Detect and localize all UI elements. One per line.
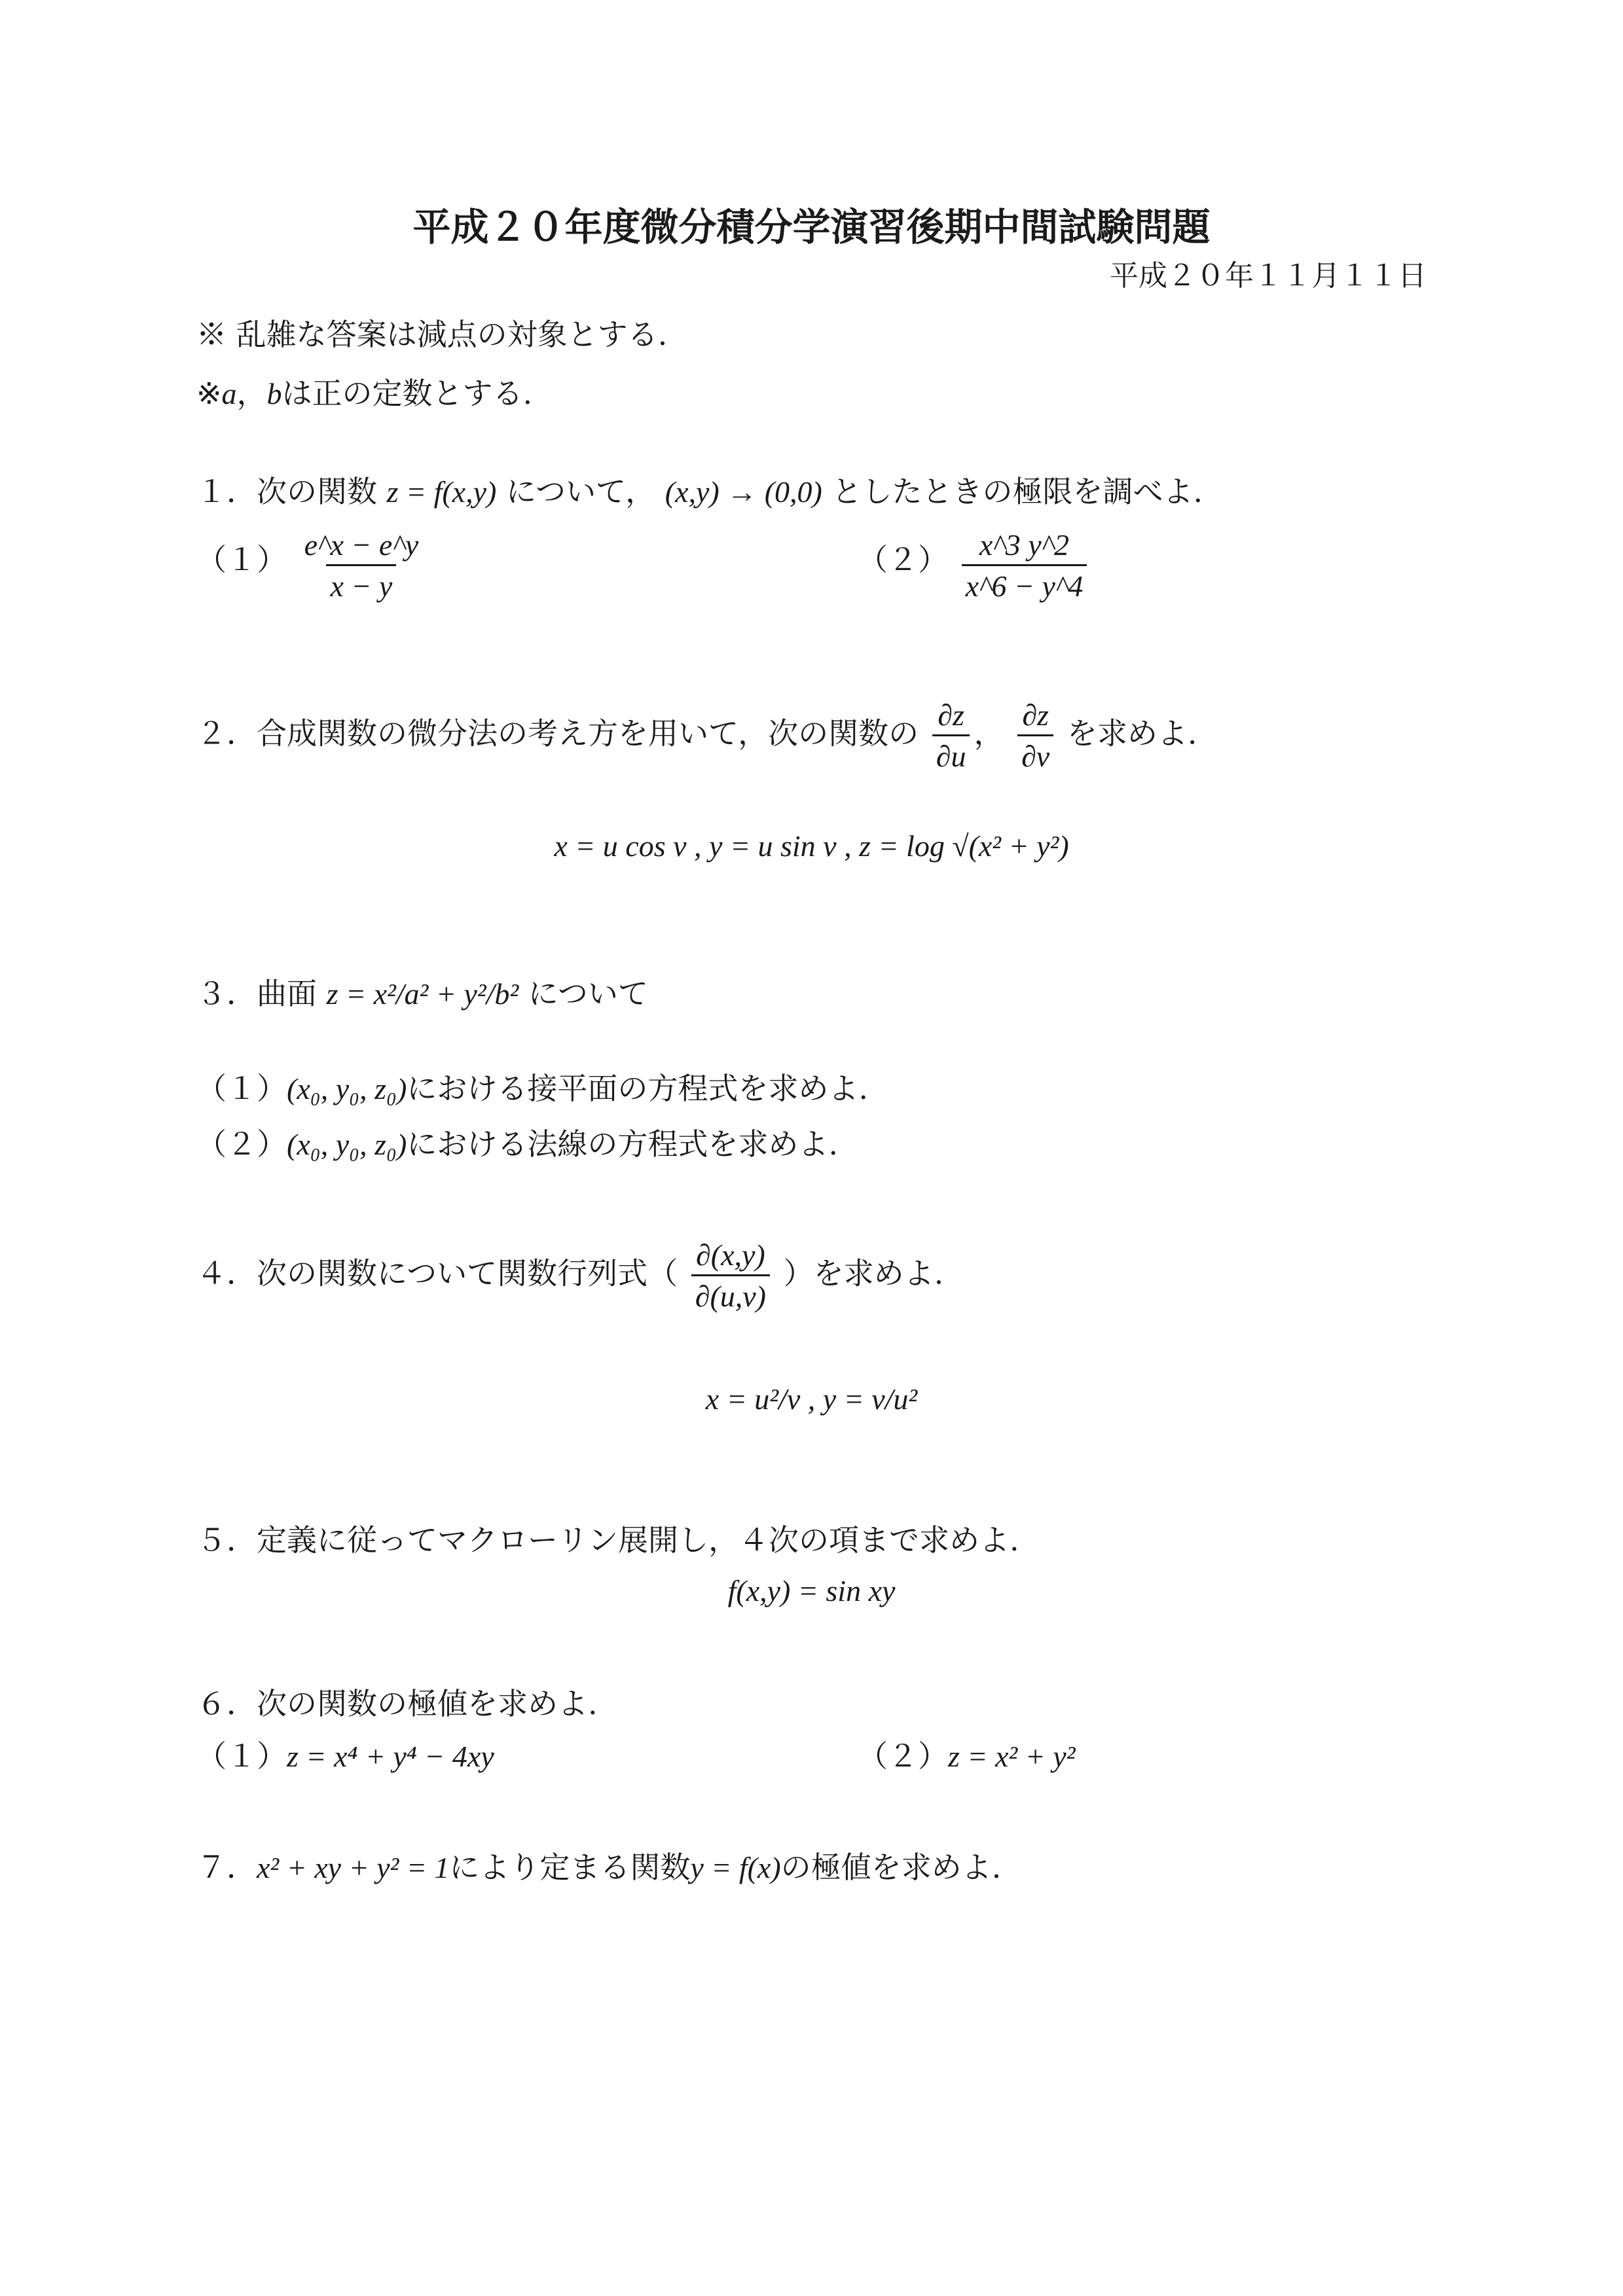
q1-limit: (x,y) → (0,0) bbox=[665, 475, 822, 509]
q5-equation: f(x,y) = sin xy bbox=[727, 1574, 896, 1607]
q1-part-2: （２） $\frac{x\^{}3 y\^{}2}{x\^{}6 - y\^{}4}$ bbox=[858, 530, 1091, 601]
q1-part-1: （１） $\frac{e\^{}x - e\^{}y}{x - y}$ bbox=[196, 528, 419, 603]
q3-surface: z = x²/a² + y²/b² bbox=[326, 977, 519, 1011]
q4-equations: x = u²/v , y = v/u² bbox=[705, 1382, 918, 1416]
q1-function: z = f(x,y) bbox=[386, 475, 497, 509]
question-2: ２．合成関数の微分法の考え方を用いて，次の関数の $\frac{\partial z}{\partial u}$ ， $\frac{\partial z}{\partial v}$ を求めよ. bbox=[196, 698, 1197, 773]
question-6: ６．次の関数の極値を求めよ. bbox=[196, 1686, 598, 1721]
q3-part-1: （１）(x₀, y₀, z₀)における接平面の方程式を求めよ. bbox=[196, 1071, 868, 1106]
question-7: ７．x² + xy + y² = 1により定まる関数y = f(x)の極値を求めよ. bbox=[196, 1850, 1002, 1885]
q6-part-1: （１）z = x⁴ + y⁴ − 4xy bbox=[196, 1738, 494, 1774]
note-2: ※a，bは正の定数とする. bbox=[196, 376, 533, 411]
q6-part-2: （２）z = x² + y² bbox=[858, 1738, 1076, 1774]
question-5: ５．定義に従ってマクローリン展開し，４次の項まで求めよ. bbox=[196, 1522, 1019, 1558]
page-title: 平成２０年度微分積分学演習後期中間試験問題 bbox=[412, 205, 1211, 249]
q3-part-2: （２）(x₀, y₀, z₀)における法線の方程式を求めよ. bbox=[196, 1126, 838, 1162]
note-1: ※ 乱雑な答案は減点の対象とする. bbox=[196, 317, 668, 352]
question-1: １．次の関数 z = f(x,y) について， (x,y) → (0,0) としたときの極限を調べよ. bbox=[196, 474, 1203, 509]
exam-date: 平成２０年１１月１１日 bbox=[1110, 259, 1427, 293]
q2-equations: x = u cos v , y = u sin v , z = log √(x² + y²) bbox=[554, 829, 1069, 863]
question-3: ３．曲面 z = x²/a² + y²/b² について bbox=[196, 976, 648, 1011]
question-4: ４．次の関数について関数行列式（ $\frac{\partial(x,y)}{\partial(u,v)}$ ）を求めよ. bbox=[196, 1238, 944, 1313]
